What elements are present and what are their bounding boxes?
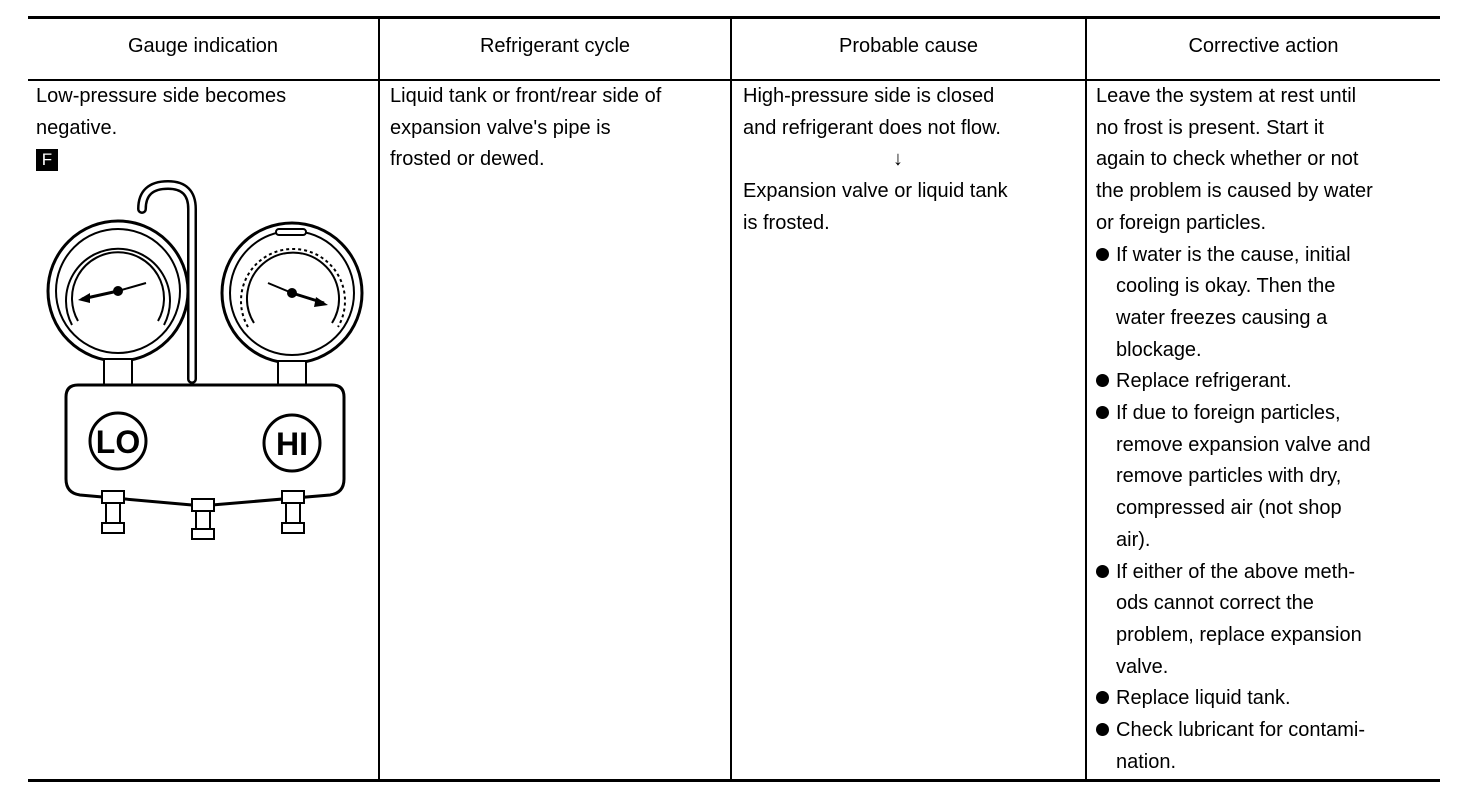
bullet-text-line: If either of the above meth-	[1116, 560, 1356, 583]
list-item	[1096, 715, 1436, 778]
cell-gauge-indication	[36, 81, 366, 176]
hi-label: HI	[276, 426, 308, 462]
bullet-text-line: air).	[1116, 528, 1151, 551]
bullet-text-line: remove expansion valve and	[1116, 433, 1371, 456]
bullet-text-line: remove particles with dry,	[1116, 465, 1342, 488]
cause-text-line: and refrigerant does not flow.	[743, 116, 1001, 139]
down-arrow-icon: ↓	[893, 148, 903, 171]
list-item	[1096, 683, 1436, 715]
diagnosis-table	[28, 16, 1440, 782]
cell-refrigerant-cycle	[390, 81, 725, 176]
header-probable-cause: Probable cause	[839, 35, 978, 57]
bullet-icon	[1096, 374, 1109, 387]
bullet-text-line: Check lubricant for contami-	[1116, 719, 1365, 742]
action-intro-line: or foreign particles.	[1096, 211, 1267, 234]
cycle-text-line: expansion valve's pipe is	[390, 116, 611, 139]
manifold-gauge-illustration	[42, 179, 382, 549]
bullet-text-line: Replace refrigerant.	[1116, 370, 1292, 393]
high-pressure-gauge-icon	[222, 223, 362, 387]
cause-text-line: Expansion valve or liquid tank	[743, 180, 1008, 203]
gauge-text-line: negative.	[36, 116, 118, 139]
bullet-text-line: problem, replace expansion	[1116, 623, 1362, 646]
low-pressure-gauge-icon	[48, 221, 188, 385]
bullet-icon	[1096, 723, 1109, 736]
header-corrective-action: Corrective action	[1188, 35, 1339, 57]
bullet-text-line: If water is the cause, initial	[1116, 243, 1351, 266]
header-gauge-indication: Gauge indication	[127, 35, 279, 57]
bullet-icon	[1096, 565, 1109, 578]
bullet-icon	[1096, 691, 1109, 704]
action-intro-line: the problem is caused by water	[1096, 180, 1373, 203]
bullet-text-line: water freezes causing a	[1116, 306, 1328, 329]
cell-corrective-action	[1096, 81, 1436, 778]
bullet-icon	[1096, 248, 1109, 261]
bullet-text-line: cooling is okay. Then the	[1116, 275, 1336, 298]
column-divider	[730, 19, 732, 779]
cause-text-line: is frosted.	[743, 211, 830, 234]
bullet-icon	[1096, 406, 1109, 419]
action-intro-line: no frost is present. Start it	[1096, 116, 1324, 139]
bullet-text-line: If due to foreign particles,	[1116, 402, 1341, 425]
action-intro-line: again to check whether or not	[1096, 148, 1359, 171]
lo-label: LO	[95, 424, 141, 460]
cause-text-line: High-pressure side is closed	[743, 85, 995, 107]
list-item	[1096, 240, 1436, 367]
bullet-text-line: Replace liquid tank.	[1116, 687, 1291, 710]
action-intro-line: Leave the system at rest until	[1096, 85, 1357, 107]
list-item	[1096, 557, 1436, 684]
list-item	[1096, 366, 1436, 398]
action-bullet-list	[1096, 240, 1436, 779]
cycle-text-line: frosted or dewed.	[390, 148, 545, 171]
condition-badge: F	[36, 149, 58, 171]
cell-probable-cause	[743, 81, 1078, 240]
bullet-text-line: blockage.	[1116, 338, 1202, 361]
bullet-text-line: compressed air (not shop	[1116, 497, 1342, 520]
gauge-text-line: Low-pressure side becomes	[36, 85, 287, 107]
bullet-text-line: nation.	[1116, 750, 1177, 773]
column-divider	[1085, 19, 1087, 779]
cycle-text-line: Liquid tank or front/rear side of	[390, 85, 662, 107]
bullet-text-line: valve.	[1116, 655, 1169, 678]
header-refrigerant-cycle: Refrigerant cycle	[479, 35, 631, 57]
bullet-text-line: ods cannot correct the	[1116, 592, 1314, 615]
list-item	[1096, 398, 1436, 557]
